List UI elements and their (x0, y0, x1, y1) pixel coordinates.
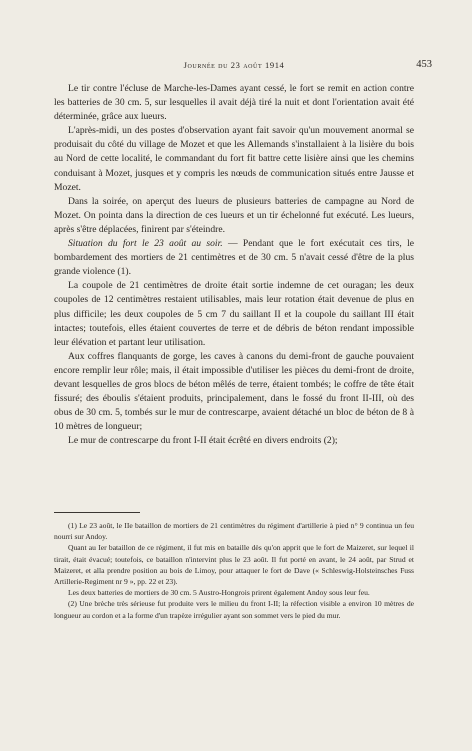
situation-paragraph (54, 237, 414, 279)
paragraph: Le tir contre l'écluse de Marche-les-Dames ayant cessé, le fort se remit en action contre les batteries de 30 cm. 5, sur lesquelles il avait déjà tiré la nuit et dont l'orientation avait été déterminée, grâce aux lueurs. (54, 83, 414, 123)
paragraph: Le mur de contrescarpe du front I-II était écrêté en divers endroits (2); (68, 435, 338, 447)
situation-text: — Pendant que le fort exécutait ces tirs, le bombardement des mortiers de 21 centimètres et de 30 cm. 5 n'avait cessé d'être de la plus grande violence (1). (54, 238, 414, 278)
header-title-prefix: Journée du (183, 60, 229, 70)
footnote: Quant au Ier bataillon de ce régiment, il fut mis en bataille dès qu'on apprit que le fort de Maizeret, sur lequel il tirait, était évacué; toutefois, ce bataillon n'intervint plus le 23 août. Il fut porté en avant, le 24 août, par Strud et Maizeret, et alla prendre position au bois de Limoy, pour attaquer le fort de Dave (« Schleswig-Holsteinsches Fuss Artillerie-Regiment nr 9 », pp. 22 et 23). (54, 543, 414, 587)
header-title-month: août (243, 60, 263, 70)
paragraph: L'après-midi, un des postes d'observation ayant fait savoir qu'un mouvement anormal se produisait du côté du village de Mozet et que les Allemands s'installaient à la lisière du bois au Nord de cette localité, le commandant du fort fit battre cette lisière ainsi que les chemins conduisant à Mozet, jusques et y compris les nœuds de communication situés entre Jausse et Mozet. (54, 125, 414, 193)
header-title-year: 1914 (265, 60, 285, 70)
header-title-day: 23 (230, 60, 241, 70)
running-header (54, 60, 414, 70)
paragraph: Aux coffres flanquants de gorge, les caves à canons du demi-front de gauche pouvaient encore remplir leur rôle; mais, il était impossible d'utiliser les pièces du demi-front de droite, devant lesquelles de gros blocs de béton mêlés de terre, étaient tombés; le coffre de tête était fissuré; des éboulis s'étaient produits, principalement, dans le fossé du front II-III, où des obus de 30 cm. 5, tombés sur le mur de contrescarpe, avaient détaché un bloc de béton de 8 à 10 mètres de longueur; (54, 350, 414, 433)
paragraph: La coupole de 21 centimètres de droite était sortie indemne de cet ouragan; les deux coupoles de 12 centimètres restaient utilisables, mais leur rotation était devenue de plus en plus difficile; les deux coupoles de 5 cm 7 du saillant II et la coupole du saillant III était intactes; toutefois, elles étaient couvertes de terre et de débris de béton rendant impossible leur élévation et partant leur utilisation. (54, 280, 414, 348)
main-text (54, 82, 414, 448)
footnote: Les deux batteries de mortiers de 30 cm. 5 Austro-Hongrois prirent également Andoy sous leur feu. (68, 588, 370, 598)
situation-heading: Situation du fort le 23 août au soir. (68, 238, 223, 250)
page-number: 453 (416, 59, 432, 70)
footnotes (54, 520, 414, 621)
footnote: (2) Une brèche très sérieuse fut produite vers le milieu du front I-II; la réfection visible a environ 10 mètres de longueur au cordon et a la forme d'un trapèze irrégulier ayant son sommet vers le pied du mur. (54, 599, 414, 620)
footnote: (1) Le 23 août, le IIe bataillon de mortiers de 21 centimètres du régiment d'artillerie à pied n° 9 continua un feu nourri sur Andoy. (54, 521, 414, 542)
footnote-divider (54, 512, 140, 513)
paragraph: Dans la soirée, on aperçut des lueurs de plusieurs batteries de campagne au Nord de Mozet. On pointa dans la direction de ces lueurs et un tir échelonné fut exécuté. Les lueurs, après s'être déplacées, finirent par s'éteindre. (54, 195, 414, 235)
